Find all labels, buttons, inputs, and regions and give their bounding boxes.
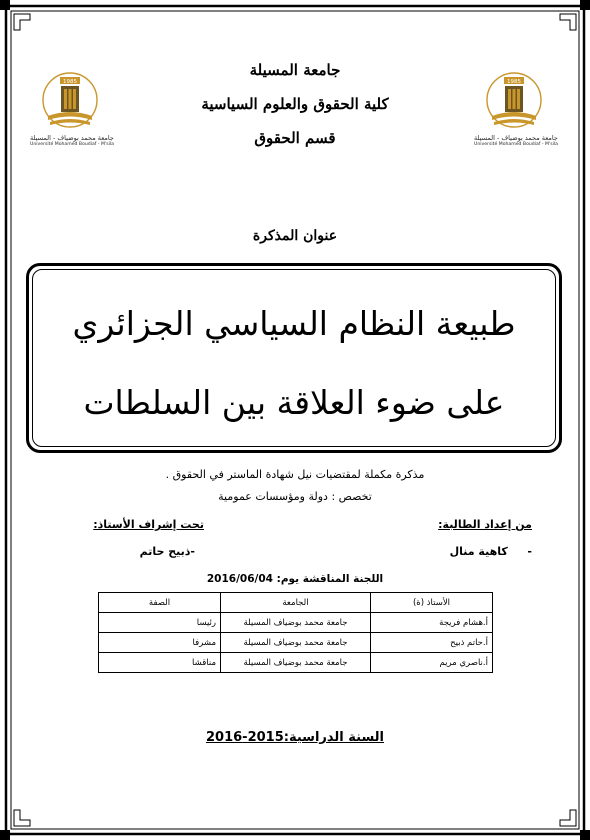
table-row: [99, 633, 493, 653]
jury-member-name: أ.هشام فريجة: [371, 613, 493, 633]
university-name: جامعة المسيلة: [249, 61, 341, 79]
faculty-name: كلية الحقوق والعلوم السياسية: [201, 95, 389, 113]
jury-member-name: أ.حاتم ذبيح: [371, 633, 493, 653]
table-row: [99, 613, 493, 633]
memo-title-heading: عنوان المذكرة: [252, 228, 338, 244]
jury-member-name: أ.ناصري مريم: [371, 653, 493, 673]
jury-member-university: جامعة محمد بوضياف المسيلة: [221, 633, 371, 653]
student-name: كاهية منال: [449, 545, 508, 558]
jury-member-role: مناقشا: [99, 653, 221, 673]
logo-name-french: Université Mohamed Boudiaf - M'sila: [474, 142, 558, 147]
academic-year: السنة الدراسية:2015-2016: [205, 730, 385, 745]
svg-text:1985: 1985: [507, 79, 521, 85]
memo-purpose: مذكرة مكملة لمقتضيات نيل شهادة الماستر في الحقوق .: [165, 468, 425, 481]
jury-member-role: رئيسا: [99, 613, 221, 633]
table-header-row: [99, 593, 493, 613]
thesis-title-box: [26, 263, 562, 453]
student-entry: [450, 545, 532, 558]
thesis-title-line-2: على ضوء العلاقة بين السلطات: [83, 383, 505, 422]
department-name: قسم الحقوق: [254, 129, 336, 147]
column-header: الجامعة: [221, 593, 371, 613]
jury-caption: اللجنة المناقشة يوم: 2016/06/04: [206, 573, 384, 585]
jury-member-university: جامعة محمد بوضياف المسيلة: [221, 653, 371, 673]
specialty: تخصص : دولة ومؤسسات عمومية: [218, 490, 372, 503]
jury-member-university: جامعة محمد بوضياف المسيلة: [221, 613, 371, 633]
svg-text:1985: 1985: [63, 79, 77, 85]
supervisor-label: تحت إشراف الأستاذ:: [93, 518, 204, 531]
table-row: [99, 653, 493, 673]
student-label: من إعداد الطالبة:: [438, 518, 532, 531]
logo-name-arabic: جامعة محمد بوضياف - المسيلة: [30, 134, 114, 142]
column-header: الأستاذ (ة): [371, 593, 493, 613]
column-header: الصفة: [99, 593, 221, 613]
list-bullet: -: [527, 545, 532, 558]
supervisor-name: -ذبيح حاتم: [139, 545, 195, 558]
jury-member-role: مشرفا: [99, 633, 221, 653]
logo-name-arabic: جامعة محمد بوضياف - المسيلة: [474, 134, 558, 142]
logo-name-french: Université Mohamed Boudiaf - M'sila: [30, 142, 114, 147]
jury-table: [98, 592, 493, 673]
thesis-title-line-1: طبيعة النظام السياسي الجزائري: [72, 304, 516, 343]
